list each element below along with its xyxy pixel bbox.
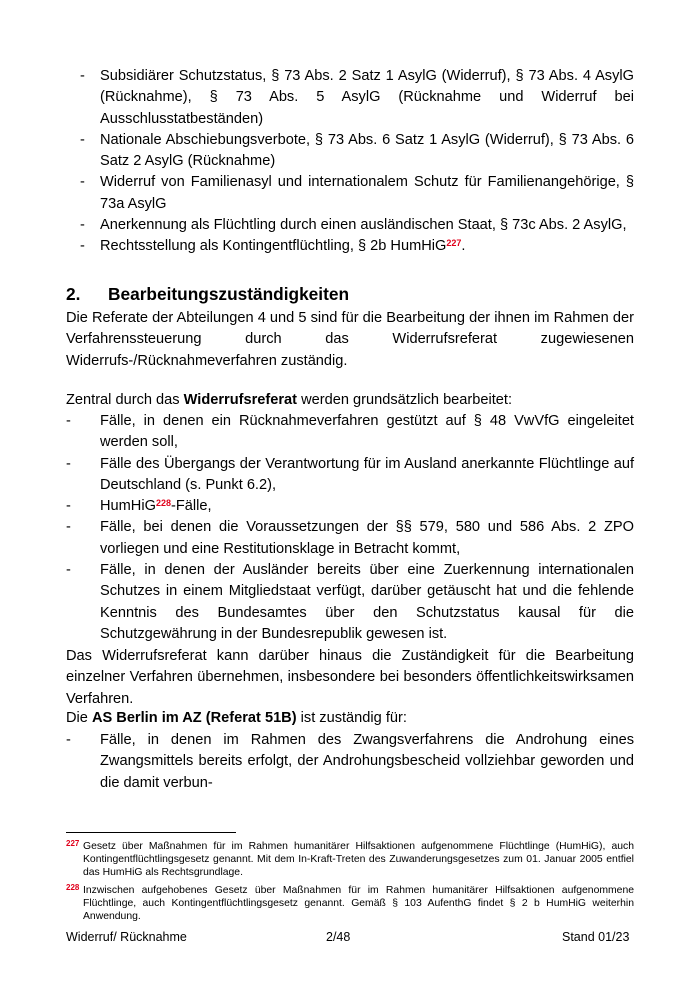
- footer-right: Stand 01/23: [562, 930, 630, 944]
- footnote-number: 228: [66, 883, 80, 892]
- footnote-ref-228[interactable]: 228: [155, 498, 171, 509]
- footnote-text: Gesetz über Maßnahmen für im Rahmen humanitärer Hilfsaktionen aufgenommene Flüchtlinge (HumHiG), auch Kontingentflüchtlingsgesetz genannt. Mit dem In-Kraft-Treten des Zuwanderungsgesetzes zum 01. Januar 2005 entfiel das HumHiG als Rechtsgrundlage.: [83, 841, 634, 878]
- footer-left: Widerruf/ Rücknahme: [66, 930, 187, 944]
- list-item: - Fälle des Übergangs der Verantwortung für im Ausland anerkannte Flüchtlinge auf Deutschland (s. Punkt 6.2),: [66, 455, 634, 493]
- footnote-text: Inzwischen aufgehobenes Gesetz über Maßnahmen für im Rahmen humanitärer Hilfsaktionen aufgenommene Flüchtlinge, auch Kontingentflüchtlingsgesetz genannt. Gemäß § 103 AufenthG findet § 2 b HumHiG weiterhin Anwendung.: [83, 885, 634, 922]
- section-title: Bearbeitungszuständigkeiten: [108, 284, 350, 304]
- footnote-228: [66, 884, 634, 923]
- footnote-ref-227[interactable]: 227: [446, 238, 462, 249]
- list-item: - Fälle, in denen ein Rücknahmeverfahren gestützt auf § 48 VwVfG eingeleitet werden soll,: [66, 413, 634, 451]
- extra-paragraph: Das Widerrufsreferat kann darüber hinaus die Zuständigkeit für die Bearbeitung einzelner Verfahren übernehmen, insbesondere bei besonders öffentlichkeitswirksamen Verfahren.: [66, 648, 634, 707]
- central-paragraph: Zentral durch das Widerrufsreferat werden grundsätzlich bearbeitet:: [66, 392, 513, 408]
- as-berlin-bullet-list: [66, 730, 634, 794]
- list-item: - Nationale Abschiebungsverbote, § 73 Abs. 6 Satz 1 AsylG (Widerruf), § 73 Abs. 6 Satz 2 AsylG (Rücknahme): [80, 131, 634, 170]
- top-bullet-list: [66, 66, 634, 258]
- list-item: - HumHiG$^{228}$-Fälle,: [66, 498, 212, 515]
- list-item: - Rechtsstellung als Kontingentflüchtling, § 2b HumHiG$^{227}$.: [80, 238, 466, 255]
- section-number: 2.: [66, 284, 81, 304]
- central-bullet-list: [66, 411, 634, 645]
- list-item: - Fälle, in denen im Rahmen des Zwangsverfahrens die Androhung eines Zwangsmittels bereits erfolgt, der Androhungsbescheid vollziehbar geworden und die damit verbun-: [66, 732, 634, 791]
- list-item: - Subsidiärer Schutzstatus, § 73 Abs. 2 Satz 1 AsylG (Widerruf), § 73 Abs. 4 AsylG (Rücknahme), § 73 Abs. 5 AsylG (Rücknahme und Widerruf bei Ausschlusstatbeständen): [80, 68, 634, 127]
- list-item: - Widerruf von Familienasyl und internationalem Schutz für Familienangehörige, § 73a AsylG: [80, 174, 634, 212]
- intro-paragraph: Die Referate der Abteilungen 4 und 5 sind für die Bearbeitung der ihnen im Rahmen der Verfahrenssteuerung durch das Widerrufsreferat zugewiesenen Widerrufs-/Rücknahmeverfahren zuständig.: [66, 310, 634, 369]
- section-heading: [66, 284, 349, 305]
- as-berlin-paragraph: Die AS Berlin im AZ (Referat 51B) ist zuständig für:: [66, 710, 407, 726]
- list-item: - Fälle, in denen der Ausländer bereits über eine Zuerkennung internationalen Schutzes in einem Mitgliedstaat verfügt, darüber getäuscht hat und die fehlende Kenntnis des Bundesamtes über den Schutzstatus kausal für die Schutzgewährung in der Bundesrepublik gewesen ist.: [66, 562, 634, 642]
- footnote-divider: [66, 832, 236, 833]
- footnote-227: [66, 840, 634, 879]
- list-item: - Fälle, bei denen die Voraussetzungen der §§ 579, 580 und 586 Abs. 2 ZPO vorliegen und eine Restitutionsklage in Betracht kommt,: [66, 519, 634, 557]
- footnote-number: 227: [66, 839, 80, 848]
- list-item: - Anerkennung als Flüchtling durch einen ausländischen Staat, § 73c Abs. 2 AsylG,: [80, 217, 627, 234]
- footer-page-number: 2/48: [326, 930, 351, 944]
